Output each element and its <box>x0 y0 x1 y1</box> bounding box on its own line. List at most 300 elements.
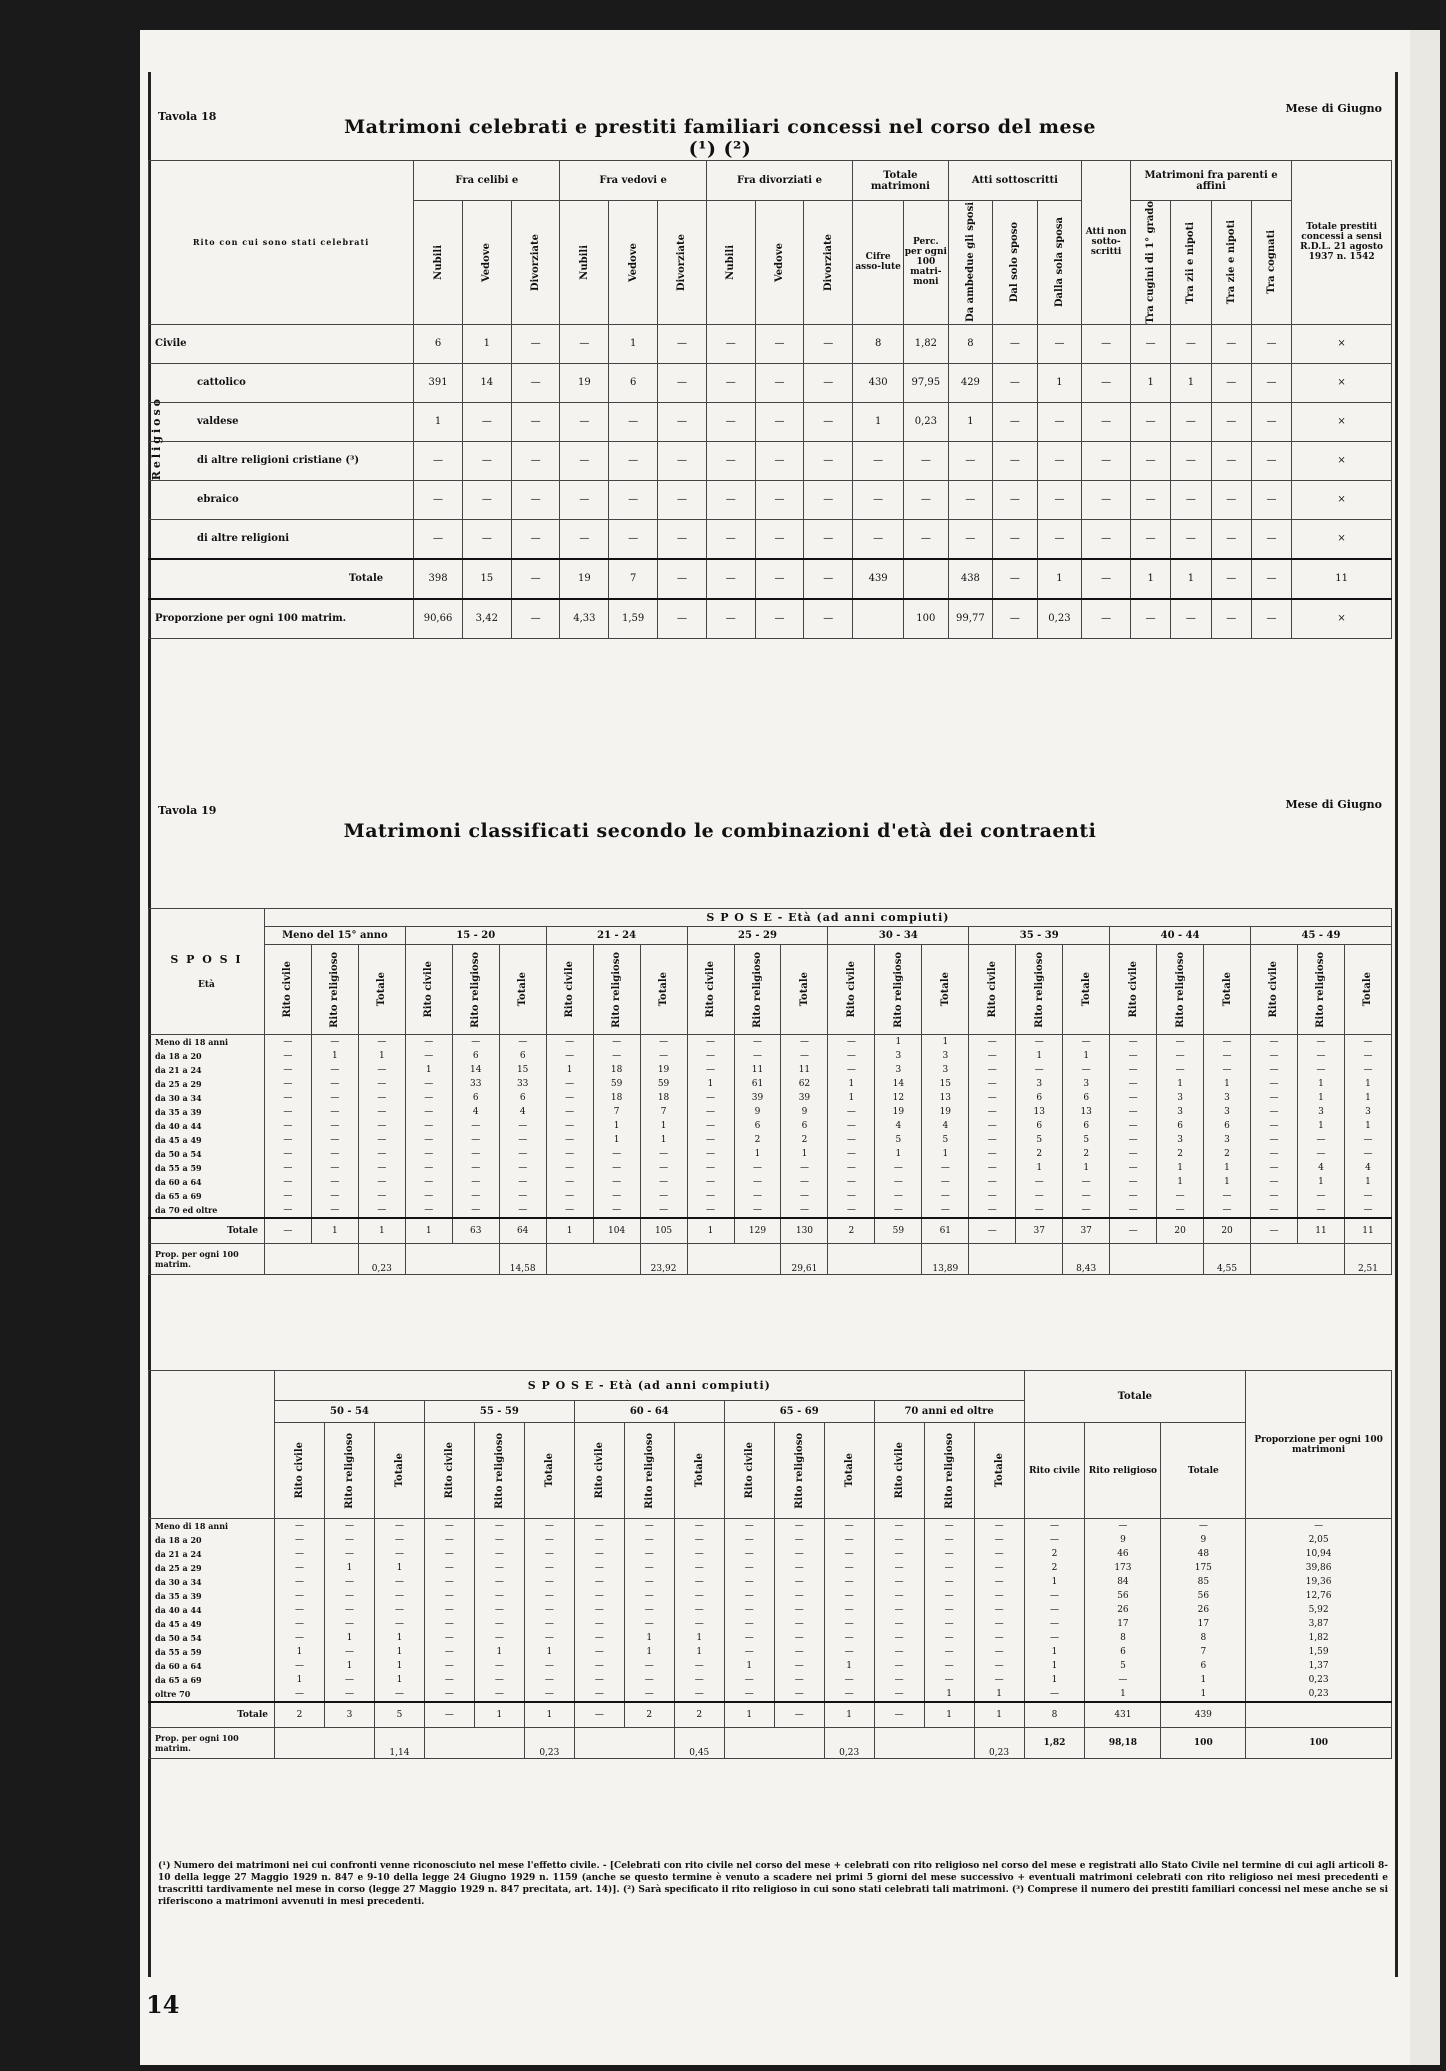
t19a-cell: — <box>828 1203 875 1218</box>
t19a-cell: — <box>1344 1035 1391 1050</box>
t18-cell: — <box>804 559 853 599</box>
t18-cell: 1 <box>1130 363 1170 402</box>
t19a-cell: 1 <box>1204 1077 1251 1091</box>
t19a-cell: 6 <box>1204 1119 1251 1133</box>
t19a-cell: — <box>1251 1133 1298 1147</box>
t19b-cell: — <box>674 1673 724 1687</box>
t18-cell: — <box>948 441 993 480</box>
t19b-cell: — <box>824 1533 874 1547</box>
t19a-cell: 14 <box>452 1063 499 1077</box>
t19b-cell: 84 <box>1085 1575 1161 1589</box>
t19a-sub-civile <box>405 945 452 1035</box>
t18-cell: × <box>1292 480 1392 519</box>
t19b-total-cell: 1 <box>824 1702 874 1728</box>
t19a-cell: 1 <box>1297 1175 1344 1189</box>
t19a-cell: 6 <box>1063 1091 1110 1105</box>
t19b-cell: — <box>674 1589 724 1603</box>
t19a-cell: — <box>499 1133 546 1147</box>
t19b-cell: 6 <box>1161 1659 1246 1673</box>
t18-cell: — <box>511 324 560 363</box>
t19a-cell: 1 <box>1063 1161 1110 1175</box>
t18-cell: — <box>706 324 755 363</box>
t19b-row-label: da 45 a 49 <box>149 1617 275 1631</box>
t19b-prop-tot-religioso: 98,18 <box>1085 1728 1161 1759</box>
t19a-cell: 3 <box>875 1063 922 1077</box>
t18-cell: — <box>609 402 658 441</box>
t19b-row <box>149 1547 1392 1561</box>
t19b-cell: 1 <box>674 1645 724 1659</box>
t19b-tot-sub-religioso: Rito religioso <box>1085 1423 1161 1519</box>
t19a-sub-religioso <box>593 945 640 1035</box>
t19a-cell: 1 <box>922 1035 969 1050</box>
t18-sub-cugini-text: Tra cugini di 1° grado <box>1145 201 1157 324</box>
t19a-cell: — <box>264 1161 311 1175</box>
t18-cell: — <box>658 402 707 441</box>
t18-cell: — <box>853 519 904 559</box>
t19a-cell: — <box>405 1091 452 1105</box>
t18-cell: 14 <box>462 363 511 402</box>
t19a-total-cell: 11 <box>1344 1218 1391 1244</box>
t19b-cell: — <box>974 1659 1024 1673</box>
t19b-cell: — <box>325 1533 375 1547</box>
t19a-cell: — <box>687 1105 734 1119</box>
page-number: 14 <box>146 1990 180 2019</box>
t19a-cell: — <box>311 1147 358 1161</box>
t19a-cell: — <box>969 1091 1016 1105</box>
t19b-cell: — <box>674 1575 724 1589</box>
t19a-cell: 1 <box>358 1049 405 1063</box>
t19a-cell: 1 <box>1297 1091 1344 1105</box>
t19b-total-cell: 8 <box>1024 1702 1085 1728</box>
t19b-sub-totale <box>824 1423 874 1519</box>
t19b-cell: 1 <box>275 1645 325 1659</box>
t19b-cell: — <box>1024 1519 1085 1534</box>
t18-cell: 1 <box>1171 363 1211 402</box>
t19b-cell: — <box>974 1547 1024 1561</box>
t19a-cell: 33 <box>499 1077 546 1091</box>
t19b-cell: 19,36 <box>1246 1575 1392 1589</box>
t19b-age-group-0: 50 - 54 <box>275 1401 425 1423</box>
t18-cell: — <box>1082 519 1131 559</box>
t19b-row <box>149 1645 1392 1659</box>
t19b-cell: — <box>774 1659 824 1673</box>
t19b-cell: — <box>674 1687 724 1702</box>
t19b-cell: 8 <box>1161 1631 1246 1645</box>
t18-cell: — <box>1251 441 1291 480</box>
t18-cell: — <box>755 324 804 363</box>
t19a-cell: — <box>1204 1035 1251 1050</box>
t19a-cell: 1 <box>1344 1077 1391 1091</box>
t18-cell: — <box>804 363 853 402</box>
t19a-cell: — <box>546 1091 593 1105</box>
t19a-cell: — <box>875 1189 922 1203</box>
t19b-prop-cell: 0,45 <box>674 1728 724 1759</box>
t18-sub-sposo <box>993 201 1038 325</box>
t18-cell: — <box>560 324 609 363</box>
t18-row <box>149 441 1392 480</box>
t19b-cell: — <box>524 1603 574 1617</box>
t19b-prop-tot-proporzione: 100 <box>1246 1728 1392 1759</box>
t18-cell: — <box>658 480 707 519</box>
t18-cell: 1,82 <box>904 324 949 363</box>
t19a-row-label: da 40 a 44 <box>149 1119 265 1133</box>
t19b-cell: — <box>474 1631 524 1645</box>
table19-part-a <box>148 908 1392 1275</box>
t19a-cell: — <box>358 1133 405 1147</box>
t18-cell: 0,23 <box>904 402 949 441</box>
t19a-cell: — <box>969 1175 1016 1189</box>
t18-cell: × <box>1292 441 1392 480</box>
t18-cell: — <box>1130 402 1170 441</box>
t19b-cell: — <box>474 1547 524 1561</box>
t19a-cell: 1 <box>593 1119 640 1133</box>
t19b-cell: — <box>974 1589 1024 1603</box>
t19a-sub-civile-text: Rito civile <box>282 961 294 1018</box>
t18-cell: — <box>511 402 560 441</box>
t18-cell: — <box>511 599 560 639</box>
t18-cell: — <box>706 402 755 441</box>
t19a-total-label: Totale <box>149 1218 265 1244</box>
t19a-cell: — <box>734 1049 781 1063</box>
t19b-cell: — <box>874 1659 924 1673</box>
t19a-prop-empty <box>687 1244 781 1275</box>
t19a-total-cell: 130 <box>781 1218 828 1244</box>
t19a-cell: 1 <box>640 1133 687 1147</box>
t19b-cell: — <box>624 1673 674 1687</box>
t19b-cell: — <box>574 1589 624 1603</box>
t19a-cell: — <box>1297 1035 1344 1050</box>
t18-cell: — <box>904 480 949 519</box>
t19b-cell: 1,37 <box>1246 1659 1392 1673</box>
t19a-cell: 1 <box>1204 1175 1251 1189</box>
t19b-cell: 1 <box>674 1631 724 1645</box>
t18-cell: — <box>1251 480 1291 519</box>
t18-cell: — <box>1082 402 1131 441</box>
t19b-cell: — <box>824 1561 874 1575</box>
t19a-cell: — <box>1016 1203 1063 1218</box>
t19b-cell: — <box>874 1561 924 1575</box>
t19b-cell: 1 <box>275 1673 325 1687</box>
t19a-cell: — <box>1251 1147 1298 1161</box>
t19a-cell: — <box>311 1203 358 1218</box>
t19b-sub-religioso <box>924 1423 974 1519</box>
t19b-cell: — <box>674 1603 724 1617</box>
t19b-row <box>149 1603 1392 1617</box>
t19b-cell: — <box>1085 1673 1161 1687</box>
t18-row-label: Proporzione per ogni 100 matrim. <box>149 599 414 639</box>
t19a-cell: — <box>264 1175 311 1189</box>
t19b-total-cell: — <box>774 1702 824 1728</box>
t18-cell: — <box>1251 559 1291 599</box>
t19a-cell: 4 <box>1297 1161 1344 1175</box>
t19b-cell: — <box>424 1547 474 1561</box>
t19a-row <box>149 1091 1392 1105</box>
t19a-prop-cell: 8,43 <box>1063 1244 1110 1275</box>
t19a-cell: 2 <box>1016 1147 1063 1161</box>
t19b-cell: — <box>524 1575 574 1589</box>
t19a-cell: — <box>405 1119 452 1133</box>
t18-cell: — <box>1251 324 1291 363</box>
t18-cell: 429 <box>948 363 993 402</box>
t19b-total-label: Totale <box>149 1702 275 1728</box>
t19a-sposi-header: S P O S I Età <box>149 909 265 1035</box>
t19a-cell: — <box>452 1119 499 1133</box>
t19b-cell: 1 <box>1085 1687 1161 1702</box>
t18-group-prestiti: Totale prestiti concessi a sensi R.D.L. 21 agosto 1937 n. 1542 <box>1292 161 1392 325</box>
t19b-cell: — <box>874 1673 924 1687</box>
t19b-prop-cell: 0,23 <box>824 1728 874 1759</box>
t19a-cell: — <box>546 1105 593 1119</box>
t19b-cell: — <box>874 1519 924 1534</box>
t19a-sub-religioso <box>734 945 781 1035</box>
t18-cell: — <box>560 402 609 441</box>
t19b-cell: — <box>974 1631 1024 1645</box>
t19b-cell: — <box>924 1659 974 1673</box>
t19b-row <box>149 1617 1392 1631</box>
t18-cell: — <box>904 519 949 559</box>
t19a-cell: 1 <box>1016 1161 1063 1175</box>
t19a-cell: 14 <box>875 1077 922 1091</box>
t19a-cell: — <box>1344 1189 1391 1203</box>
t19b-cell: 1 <box>374 1561 424 1575</box>
t19b-cell: — <box>275 1687 325 1702</box>
t19b-cell: — <box>474 1519 524 1534</box>
t19b-total-cell: 2 <box>674 1702 724 1728</box>
t18-sub-nubili-3-text: Nubili <box>578 244 590 280</box>
t19a-cell: 6 <box>1016 1119 1063 1133</box>
t19b-sposi-blank <box>149 1371 275 1519</box>
t19b-cell: — <box>974 1603 1024 1617</box>
t19b-cell: — <box>424 1673 474 1687</box>
t19b-cell: — <box>275 1603 325 1617</box>
t19b-cell: — <box>424 1617 474 1631</box>
t19a-cell: 1 <box>1063 1049 1110 1063</box>
t19b-cell: — <box>574 1659 624 1673</box>
t19b-cell: — <box>374 1547 424 1561</box>
t19a-cell: — <box>969 1133 1016 1147</box>
t19b-cell: — <box>275 1561 325 1575</box>
t19a-cell: — <box>1110 1035 1157 1050</box>
t19a-cell: 3 <box>1204 1133 1251 1147</box>
t19a-cell: — <box>264 1189 311 1203</box>
t19a-cell: — <box>1157 1063 1204 1077</box>
t19b-cell: — <box>724 1575 774 1589</box>
t19b-cell: — <box>724 1519 774 1534</box>
t18-sub-cognati <box>1251 201 1291 325</box>
t19b-prop-empty <box>574 1728 674 1759</box>
t19a-sub-totale <box>922 945 969 1035</box>
t19a-row <box>149 1049 1392 1063</box>
t19a-cell: 1 <box>734 1147 781 1161</box>
t19a-sub-civile-text: Rito civile <box>845 961 857 1018</box>
t19a-cell: — <box>687 1147 734 1161</box>
t19a-total-cell: 11 <box>1297 1218 1344 1244</box>
t19b-prop-cell: 0,23 <box>524 1728 574 1759</box>
t18-row-label: ebraico <box>149 480 414 519</box>
t19a-cell: — <box>1110 1203 1157 1218</box>
t19b-cell: 173 <box>1085 1561 1161 1575</box>
t19b-sub-totale-text: Totale <box>843 1453 855 1488</box>
t19a-row-label: da 21 a 24 <box>149 1063 265 1077</box>
t19b-cell: 56 <box>1085 1589 1161 1603</box>
t19a-cell: — <box>922 1189 969 1203</box>
t19b-row-label: Meno di 18 anni <box>149 1519 275 1534</box>
t19a-age-group-3: 25 - 29 <box>687 927 828 945</box>
t19b-cell: — <box>1024 1533 1085 1547</box>
t19a-cell: — <box>687 1175 734 1189</box>
t19a-sub-totale-text: Totale <box>1080 972 1092 1007</box>
t19b-prop-label: Prop. per ogni 100 matrim. <box>149 1728 275 1759</box>
t18-cell: — <box>1251 519 1291 559</box>
t19b-cell: — <box>275 1631 325 1645</box>
t19b-sub-religioso-text: Rito religioso <box>643 1432 655 1509</box>
t18-cell: 1 <box>1037 363 1082 402</box>
t18-row <box>149 324 1392 363</box>
t19b-cell: — <box>874 1687 924 1702</box>
t19b-cell: — <box>724 1561 774 1575</box>
t19a-cell: — <box>828 1063 875 1077</box>
t19a-sub-religioso <box>452 945 499 1035</box>
t18-cell: — <box>755 599 804 639</box>
t19a-cell: 1 <box>1344 1091 1391 1105</box>
t19b-cell: 1 <box>524 1645 574 1659</box>
t19a-cell: — <box>264 1147 311 1161</box>
t18-cell: × <box>1292 324 1392 363</box>
t19a-cell: 6 <box>734 1119 781 1133</box>
t19a-cell: — <box>687 1091 734 1105</box>
t18-cell: 15 <box>462 559 511 599</box>
t19a-cell: — <box>264 1119 311 1133</box>
t19a-total-cell: 129 <box>734 1218 781 1244</box>
t18-cell: — <box>755 480 804 519</box>
t19a-cell: — <box>828 1175 875 1189</box>
t19b-cell: — <box>874 1631 924 1645</box>
t18-cell: — <box>1171 402 1211 441</box>
t19a-cell: — <box>1204 1203 1251 1218</box>
t18-cell: — <box>853 480 904 519</box>
t19b-cell: — <box>524 1519 574 1534</box>
t19a-row-label: da 55 a 59 <box>149 1161 265 1175</box>
t19b-row-label: da 18 a 20 <box>149 1533 275 1547</box>
t19b-cell: 1 <box>624 1631 674 1645</box>
t19a-cell: — <box>1297 1063 1344 1077</box>
t18-group-vedovi: Fra vedovi e <box>560 161 706 201</box>
t19b-cell: — <box>774 1547 824 1561</box>
t19b-cell: — <box>974 1575 1024 1589</box>
t18-cell: — <box>462 441 511 480</box>
t18-cell: 0,23 <box>1037 599 1082 639</box>
t19a-sub-totale <box>640 945 687 1035</box>
t19a-cell: — <box>452 1161 499 1175</box>
t19a-cell: — <box>593 1189 640 1203</box>
t19b-prop-cell: 1,14 <box>374 1728 424 1759</box>
t19a-sub-civile <box>687 945 734 1035</box>
t19b-row <box>149 1561 1392 1575</box>
t19b-total-cell: — <box>424 1702 474 1728</box>
t19b-cell: — <box>325 1519 375 1534</box>
t19a-cell: — <box>922 1175 969 1189</box>
t18-cell: — <box>414 441 463 480</box>
t18-cell: — <box>1130 599 1170 639</box>
t18-cell: — <box>462 402 511 441</box>
t19b-cell: — <box>974 1673 1024 1687</box>
t19a-cell: — <box>640 1147 687 1161</box>
t19b-cell: — <box>574 1617 624 1631</box>
t19a-cell: — <box>1344 1133 1391 1147</box>
document-page <box>140 30 1410 2065</box>
t19a-cell: 1 <box>828 1091 875 1105</box>
t19a-cell: — <box>687 1189 734 1203</box>
t19b-row-label: da 25 a 29 <box>149 1561 275 1575</box>
t19a-row <box>149 1063 1392 1077</box>
t19a-cell: — <box>1110 1049 1157 1063</box>
t18-cell: 8 <box>853 324 904 363</box>
t18-cell: — <box>904 441 949 480</box>
t18-group-atti: Atti sottoscritti <box>948 161 1082 201</box>
t19b-cell: — <box>724 1547 774 1561</box>
t19b-cell: 1 <box>325 1631 375 1645</box>
t19a-cell: 39 <box>734 1091 781 1105</box>
t19b-cell: — <box>1024 1631 1085 1645</box>
t19a-cell: — <box>1110 1175 1157 1189</box>
t19b-cell: — <box>624 1659 674 1673</box>
t19a-cell: 1 <box>405 1063 452 1077</box>
t19b-cell: — <box>824 1547 874 1561</box>
t19b-cell: — <box>824 1519 874 1534</box>
t19a-cell: 6 <box>1016 1091 1063 1105</box>
t19a-cell: — <box>1110 1133 1157 1147</box>
t18-cell: — <box>658 559 707 599</box>
t18-sub-divorziate-2-text: Divorziate <box>530 233 542 291</box>
t18-cell: — <box>1082 441 1131 480</box>
t18-sub-vedove-7-text: Vedove <box>774 242 785 282</box>
t19a-cell: 3 <box>1016 1077 1063 1091</box>
t18-cell: 1 <box>1037 559 1082 599</box>
t19a-sub-totale <box>1063 945 1110 1035</box>
t19b-cell: — <box>624 1617 674 1631</box>
t19b-cell: 7 <box>1161 1645 1246 1659</box>
t19a-sub-totale-text: Totale <box>939 972 951 1007</box>
t19b-row-label: da 21 a 24 <box>149 1547 275 1561</box>
t19b-cell: 1 <box>924 1687 974 1702</box>
t19a-cell: — <box>1110 1189 1157 1203</box>
t18-row-label: di altre religioni <box>149 519 414 559</box>
t19b-cell: — <box>974 1617 1024 1631</box>
t19a-cell: 1 <box>828 1077 875 1091</box>
t19a-age-group-6: 40 - 44 <box>1110 927 1251 945</box>
t18-cell: 1 <box>1130 559 1170 599</box>
t18-cell: — <box>1211 519 1251 559</box>
t18-sub-vedove-1 <box>462 201 511 325</box>
t19b-cell: 46 <box>1085 1547 1161 1561</box>
t19b-totale-header: Totale <box>1024 1371 1246 1423</box>
t18-cell: — <box>511 519 560 559</box>
t19a-row-label: da 50 a 54 <box>149 1147 265 1161</box>
t19b-prop-empty <box>424 1728 524 1759</box>
t19a-cell: — <box>1251 1035 1298 1050</box>
t19a-total-cell: 1 <box>405 1218 452 1244</box>
t19b-cell: — <box>724 1673 774 1687</box>
t18-cell: — <box>1211 559 1251 599</box>
t19a-cell: — <box>781 1175 828 1189</box>
t19a-cell: — <box>358 1105 405 1119</box>
scan-edge <box>1410 30 1440 2065</box>
t19b-cell: — <box>774 1589 824 1603</box>
t19b-cell: — <box>1024 1687 1085 1702</box>
t19a-row <box>149 1119 1392 1133</box>
t19a-cell: — <box>499 1119 546 1133</box>
t19a-cell: — <box>1110 1119 1157 1133</box>
